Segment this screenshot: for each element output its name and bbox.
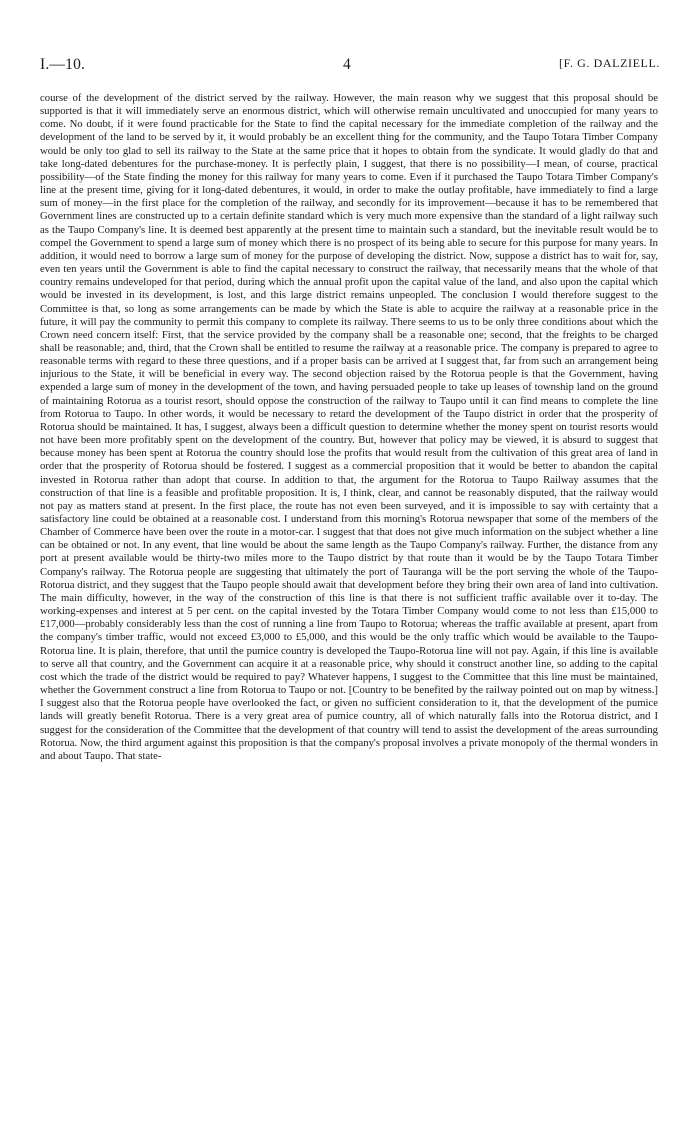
paper-reference: I.—10. [40,56,86,73]
page-number: 4 [343,56,351,73]
body-paragraph: course of the development of the district served by the railway. However, the main reason why we suggest that this proposal should be supported is that it will immediately serve an enormous district, which will otherwise remain uncultivated and unoccupied for many years to come. No doubt, if it were found practicable for the State to find the capital necessary for the immediate completion of the railway and the development of the land to be served by it, it would probably be an excellent thing for the community, and the Taupo Totara Timber Company would be only too glad to sell its railway to the State at the same price that it hopes to obtain from the syndicate. It would gladly do that and take long-dated debentures for the purchase-money. It is perfectly plain, I suggest, that there is no possibility—I mean, of course, practical possibility—of the State finding the money for this railway for many years to come. Even if it purchased the Taupo Totara Timber Company's line at the present time, giving for it long-dated debentures, it would, in order to make the outlay profitable, have immediately to find a large sum of money—in the first place for the completion of the railway, and secondly for its improvement—because it has to be remembered that Government lines are constructed up to a certain definite standard which is very much more expensive than the standard of a light railway such as the Taupo Company's line. It is deemed best apparently at the present time to maintain such a standard, but the inevitable result would be to compel the Government to spend a large sum of money which there is no prospect of its being able to secure for this purpose for many years. In addition, it would need to borrow a large sum of money for the purpose of developing the district. Now, suppose a district has to wait for, say, even ten years until the Government is able to find the capital necessary to construct the railway, that necessarily means that the whole of that country remains undeveloped for that period, during which the annual profit upon the capital value of the land, and also upon the capital which would be invested in its development, is lost, and this large district remains unpeopled. The conclusion I would therefore suggest to the Committee is that, so long as some arrangements can be made by which the State is able to acquire the railway at a reasonable price in the future, it will pay the community to permit this company to complete its railway. There seems to us to be only three conditions about which the Crown need concern itself: First, that the service provided by the company shall be a reasonable one; second, that the freights to be charged shall be reasonable; and, third, that the Crown shall be entitled to resume the railway at a reasonable price. The company is prepared to agree to reasonable terms with regard to these three questions, and if a proper basis can be arrived at I suggest that, far from such an arrangement being injurious to the State, it will be beneficial in every way. The second objection raised by the Rotorua people is that the Government, having expended a large sum of money in the development of the town, and having persuaded people to take up leases of township land on the ground of maintaining Rotorua as a tourist resort, should oppose the construction of the railway to Taupo until it can find means to complete the line from Rotorua to Taupo. In other words, it would be necessary to retard the development of the Taupo district in order that the prosperity of Rotorua should be maintained. It has, I suggest, always been a difficult question to determine whether the money spent on tourist resorts would not have been more profitably spent on the development of the country. But, however that policy may be viewed, it is absurd to suggest that because money has been spent at Rotorua the country should lose the profits that would result from the cultivation of this great area of land in order that the prosperity of Rotorua should be fostered. I suggest as a commercial proposition that it would be better to abandon the capital invested in Rotorua rather than adopt that course. In addition to that, the argument for the Rotorua to Taupo Railway assumes that the construction of that line is a feasible and profitable proposition. It is, I think, clear, and cannot be reasonably disputed, that the railway would not pay as matters stand at present. In the first place, the route has not even been surveyed, and it is impossible to say with certainty that a satisfactory line could be obtained at a reasonable cost. I understand from this morning's Rotorua newspaper that some of the members of the Chamber of Commerce have been over the route in a motor-car. I suggest that that does not give much information on the subject whether a line can be obtained or not. In any event, that line would be about the same length as the Taupo Company's railway. Further, the distance from any port at present available would be thirty-two miles more to the Taupo district by that route than it would be by the Taupo Totara Timber Company's railway. The Rotorua people are suggesting that ultimately the port of Tauranga will be the port serving the whole of the Taupo-Rotorua district, and they suggest that the Taupo people should await that development before they bring their own area of land into cultivation. The main difficulty, however, in the way of the construction of this line is that there is not sufficient traffic available over it to-day. The working-expenses and interest at 5 per cent. on the capital invested by the Totara Timber Company would come to not less than £15,000 to £17,000—probably considerably less than the cost of running a line from Taupo to Rotorua; whereas the traffic available at present, apart from the company's timber traffic, would not exceed £3,000 to £5,000, and this would be the only traffic which would be available to the Taupo-Rotorua line. It is plain, therefore, that until the pumice country is developed the Taupo-Rotorua line will not pay. Again, if this line is available to serve all that country, and the Government can acquire it at a reasonable price, why should it construct another line, so adding to the capital cost which the trade of the district would be required to pay? Whatever happens, I suggest to the Committee that this line must be maintained, whether the Government construct a line from Rotorua to Taupo or not. [Country to be benefited by the railway pointed out on map by witness.] I suggest also that the Rotorua people have overlooked the fact, or given no sufficient consideration to it, that the development of the pumice lands will greatly benefit Rotorua. There is a very great area of pumice country, all of which naturally falls into the Rotorua district, and I suggest for the consideration of the Committee that the development of that country will tend to assist the development of the areas surrounding Rotorua. Now, the third argument against this proposition is that the company's proposal involves a private monopoly of the thermal wonders in and about Taupo. That state- [40,92,658,762]
page-header [40,56,660,76]
witness-name: [F. G. DALZIELL. [559,56,660,70]
